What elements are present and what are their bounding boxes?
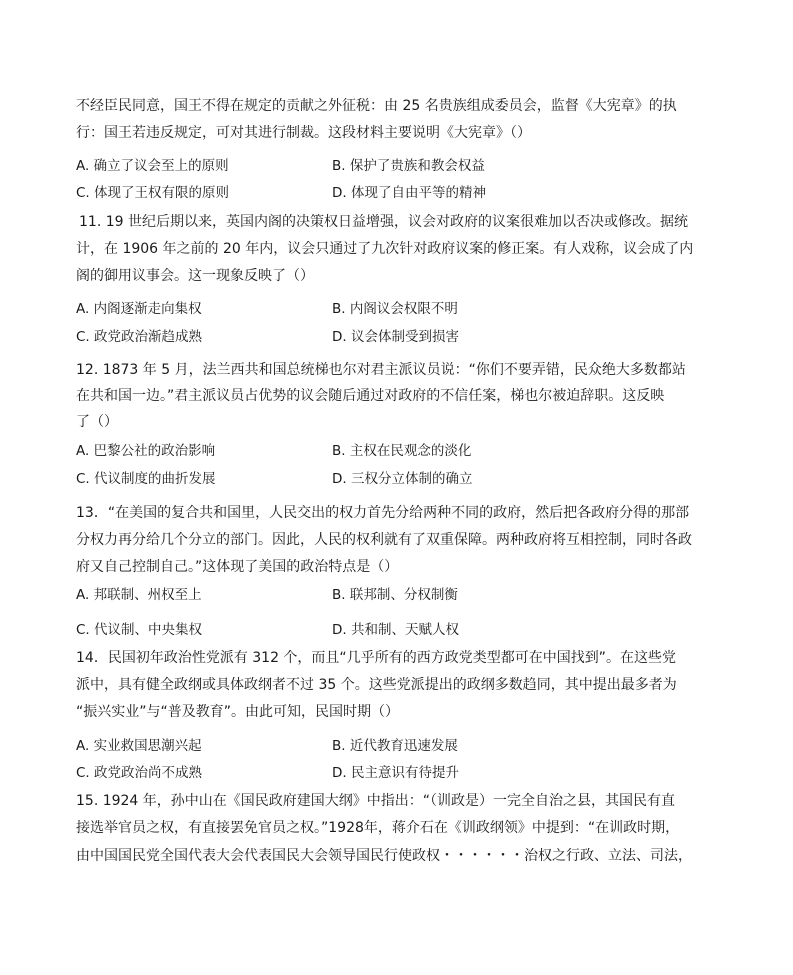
q15-stem-line-3: 由中国国民党全国代表大会代表国民大会领导国民行使政权・・・・・・治权之行政、立法、司法， [76,848,692,864]
q11-option-a: A. 内阁逐渐走向集权 [76,301,202,317]
q13-option-c: C. 代议制、中央集权 [76,622,203,638]
q12-option-a: A. 巴黎公社的政治影响 [76,443,216,459]
q14-stem-line-3: “振兴实业”与“普及教育”。由此可知，民国时期（） [76,704,400,720]
q14-option-d: D. 民主意识有待提升 [332,765,459,781]
q11-option-d: D. 议会体制受到损害 [332,329,459,345]
q14-option-c: C. 政党政治尚不成熟 [76,765,203,781]
q13-stem-line-3: 府又自己控制自己。”这体现了美国的政治特点是（） [76,559,399,575]
q13-option-b: B. 联邦制、分权制衡 [332,587,458,603]
q10-stem-line-1: 不经臣民同意，国王不得在规定的贡献之外征税：由 25 名贵族组成委员会，监督《大宪章》的执 [76,98,677,114]
q13-stem-line-1: 13．“在美国的复合共和国里，人民交出的权力首先分给两种不同的政府，然后把各政府分得的那部 [76,505,690,521]
q12-option-d: D. 三权分立体制的确立 [332,471,473,487]
q12-option-c: C. 代议制度的曲折发展 [76,471,216,487]
q10-option-b: B. 保护了贵族和教会权益 [332,158,485,174]
q15-stem-line-1: 15. 1924 年，孙中山在《国民政府建国大纲》中指出：“（训政是）一完全自治之县，其国民有直 [76,793,676,809]
q14-option-b: B. 近代教育迅速发展 [332,738,458,754]
q15-stem-line-2: 接选举官员之权，有直接罢免官员之权。”1928年，蒋介石在《训政纲领》中提到：“在训政时期， [76,820,680,836]
q11-stem-line-1: 11. 19 世纪后期以来，英国内阁的决策权日益增强，议会对政府的议案很难加以否决或修改。据统 [79,214,688,230]
q14-stem-line-1: 14．民国初年政治性党派有 312 个，而且“几乎所有的西方政党类型都可在中国找到”。在这些党 [76,650,676,666]
q10-option-c: C. 体现了王权有限的原则 [76,185,230,201]
q13-option-d: D. 共和制、天赋人权 [332,622,459,638]
q11-stem-line-3: 阁的御用议事会。这一现象反映了（） [76,268,314,284]
q14-stem-line-2: 派中，具有健全政纲或具体政纲者不过 35 个。这些党派提出的政纲多数趋同，其中提出最多者为 [76,677,677,693]
q13-option-a: A. 邦联制、州权至上 [76,587,202,603]
q10-option-a: A. 确立了议会至上的原则 [76,158,229,174]
q13-stem-line-2: 分权力再分给几个分立的部门。因此，人民的权利就有了双重保障。两种政府将互相控制，同时各政 [76,532,692,548]
q10-option-d: D. 体现了自由平等的精神 [332,185,486,201]
q11-option-b: B. 内阁议会权限不明 [332,301,458,317]
q12-stem-line-1: 12. 1873 年 5 月，法兰西共和国总统梯也尔对君主派议员说：“你们不要弄错，民众绝大多数都站 [76,362,686,378]
q11-option-c: C. 政党政治渐趋成熟 [76,329,203,345]
q14-option-a: A. 实业救国思潮兴起 [76,738,202,754]
q12-option-b: B. 主权在民观念的淡化 [332,443,472,459]
q11-stem-line-2: 计，在 1906 年之前的 20 年内，议会只通过了九次针对政府议案的修正案。有人戏称，议会成了内 [76,241,694,257]
q12-stem-line-3: 了（） [76,414,118,430]
q10-stem-line-2: 行：国王若违反规定，可对其进行制裁。这段材料主要说明《大宪章》（） [76,125,531,141]
q12-stem-line-2: 在共和国一边。”君主派议员占优势的议会随后通过对政府的不信任案，梯也尔被迫辞职。这反映 [76,388,665,404]
